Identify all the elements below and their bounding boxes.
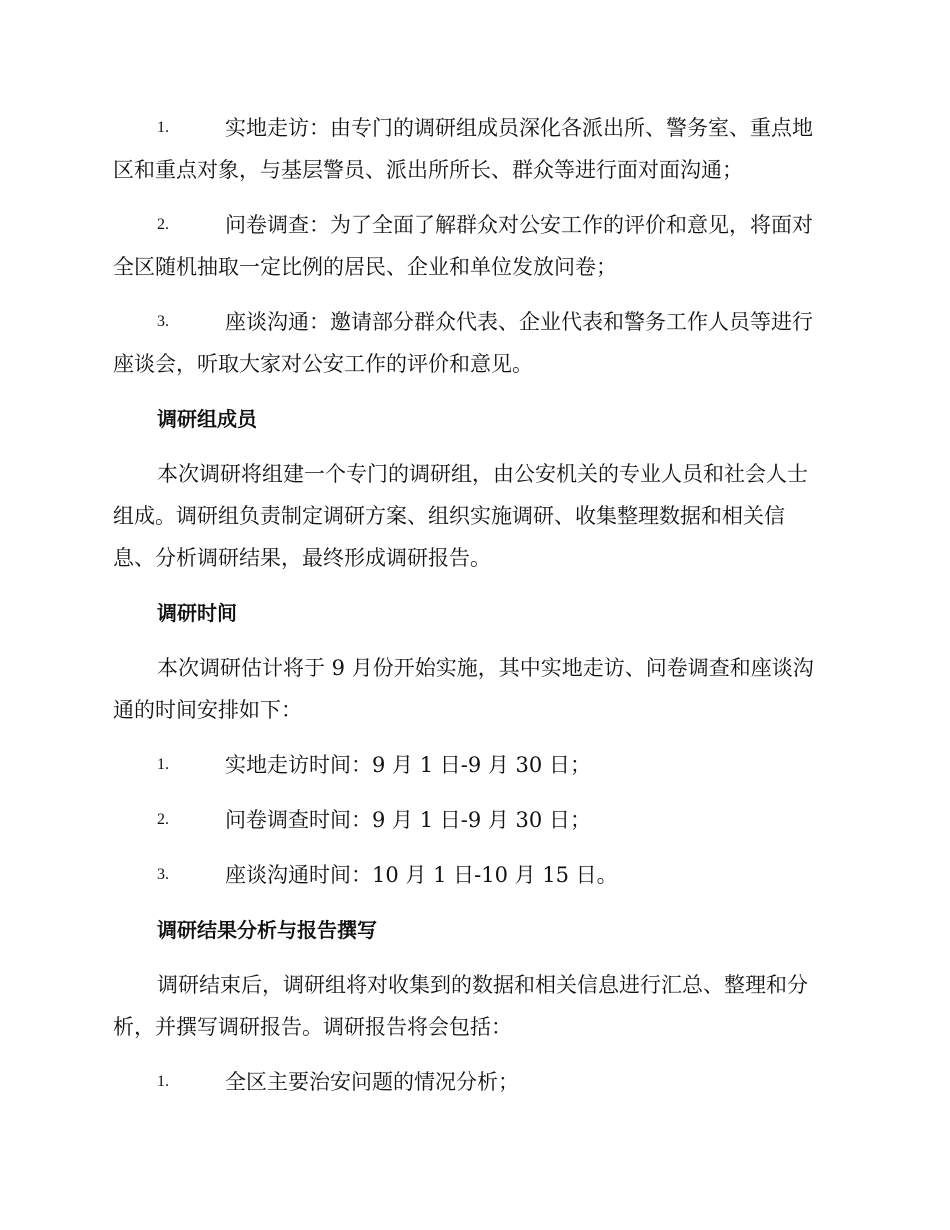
- list-number: 3.: [157, 313, 169, 330]
- list-number: 2.: [157, 216, 169, 233]
- list-item-text: 问卷调查：为了全面了解群众对公安工作的评价和意见，将面对: [225, 213, 813, 237]
- paragraph-line: 组成。调研组负责制定调研方案、组织实施调研、收集整理数据和相关信: [113, 504, 785, 528]
- paragraph-line: 本次调研估计将于 9 月份开始实施，其中实地走访、问卷调查和座谈沟: [157, 656, 814, 680]
- list-number: 2.: [157, 811, 169, 828]
- list-item-text: 座谈沟通：邀请部分群众代表、企业代表和警务工作人员等进行: [225, 310, 813, 334]
- section-heading-analysis: 调研结果分析与报告撰写: [157, 918, 377, 942]
- list-item-text-continued: 座谈会，听取大家对公安工作的评价和意见。: [113, 352, 533, 376]
- paragraph-line: 析，并撰写调研报告。调研报告将会包括：: [113, 1015, 512, 1039]
- paragraph-line: 本次调研将组建一个专门的调研组，由公安机关的专业人员和社会人士: [157, 462, 808, 486]
- list-item-text: 实地走访：由专门的调研组成员深化各派出所、警务室、重点地: [225, 116, 813, 140]
- paragraph-line: 息、分析调研结果，最终形成调研报告。: [113, 546, 491, 570]
- list-number: 3.: [157, 866, 169, 883]
- paragraph-line: 通的时间安排如下：: [113, 698, 302, 722]
- paragraph-line: 调研结束后，调研组将对收集到的数据和相关信息进行汇总、整理和分: [157, 973, 808, 997]
- section-heading-time: 调研时间: [157, 601, 237, 625]
- section-heading-team: 调研组成员: [157, 407, 257, 431]
- list-item-text-continued: 全区随机抽取一定比例的居民、企业和单位发放问卷；: [113, 255, 617, 279]
- list-item-text: 问卷调查时间：9 月 1 日-9 月 30 日；: [225, 808, 591, 832]
- list-item-text: 全区主要治安问题的情况分析；: [225, 1070, 519, 1094]
- list-item-text: 座谈沟通时间：10 月 1 日-10 月 15 日。: [225, 863, 618, 887]
- list-number: 1.: [157, 756, 169, 773]
- list-item-text-continued: 区和重点对象，与基层警员、派出所所长、群众等进行面对面沟通；: [113, 158, 743, 182]
- list-number: 1.: [157, 119, 169, 136]
- list-item-text: 实地走访时间：9 月 1 日-9 月 30 日；: [225, 753, 591, 777]
- list-number: 1.: [157, 1073, 169, 1090]
